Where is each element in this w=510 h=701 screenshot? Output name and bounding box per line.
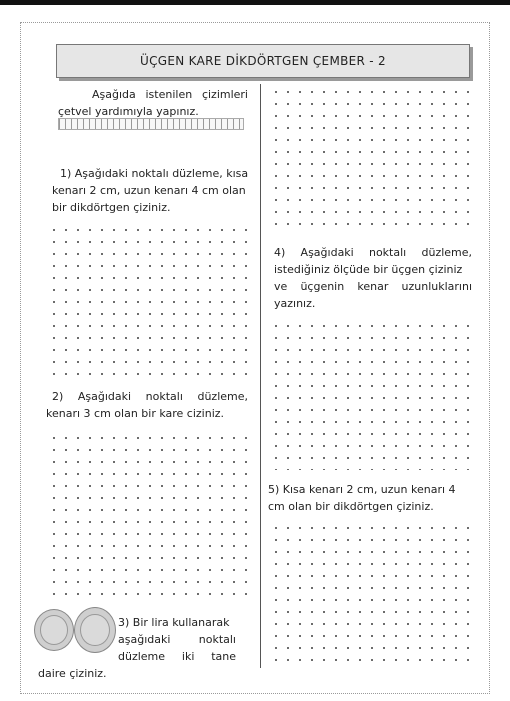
- q3-line-4: daire çiziniz.: [38, 667, 107, 680]
- q1-dot-grid[interactable]: [48, 224, 252, 380]
- title-banner: [56, 44, 470, 78]
- q2-line-1: 2) Aşağıdaki noktalı düzleme,: [52, 390, 248, 403]
- ruler-image: [58, 118, 244, 130]
- q1-line-2: kenarı 2 cm, uzun kenarı 4 cm olan: [52, 184, 246, 197]
- q1-line-1: 1) Aşağıdaki noktalı düzleme, kısa: [60, 167, 249, 180]
- coin-image-2: [74, 607, 116, 653]
- q2-dot-grid[interactable]: [48, 432, 252, 600]
- q4-line-2: istediğiniz ölçüde bir üçgen çiziniz: [274, 263, 463, 276]
- intro-line-1: Aşağıda istenilen çizimleri: [92, 88, 248, 101]
- q5-line-1: 5) Kısa kenarı 2 cm, uzun kenarı 4: [268, 483, 456, 496]
- intro-line-2: çetvel yardımıyla yapınız.: [58, 105, 199, 118]
- q3-line-3: düzleme iki tane: [118, 650, 237, 663]
- top-dark-strip: [0, 0, 510, 5]
- q4-dot-grid[interactable]: [270, 320, 474, 470]
- top-right-dot-grid[interactable]: [270, 86, 474, 234]
- q1-line-3: bir dikdörtgen çiziniz.: [52, 201, 171, 214]
- coin-image-1: [34, 609, 74, 651]
- q4-line-3: ve üçgenin kenar uzunluklarını: [274, 280, 473, 293]
- q3-line-1: 3) Bir lira kullanarak: [118, 616, 230, 629]
- page-title: ÜÇGEN KARE DİKDÖRTGEN ÇEMBER - 2: [140, 54, 386, 68]
- q4-line-4: yazınız.: [274, 297, 316, 310]
- column-divider: [260, 84, 261, 668]
- q2-line-2: kenarı 3 cm olan bir kare ciziniz.: [46, 407, 225, 420]
- q3-line-2: aşağıdaki noktalı: [118, 633, 236, 646]
- q5-dot-grid[interactable]: [270, 522, 474, 664]
- q4-line-1: 4) Aşağıdaki noktalı düzleme,: [274, 246, 473, 259]
- q5-line-2: cm olan bir dikdörtgen çiziniz.: [268, 500, 434, 513]
